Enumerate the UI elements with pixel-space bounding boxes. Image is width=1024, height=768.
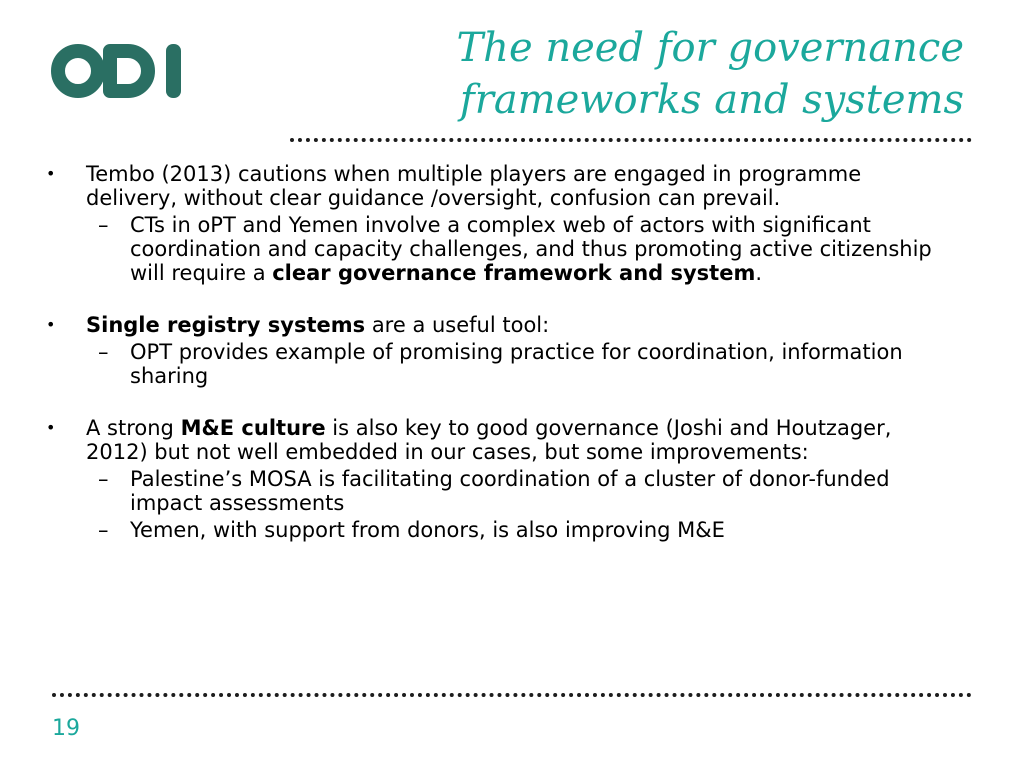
bottom-divider [52, 693, 972, 697]
bullet-1-sub-1 [42, 213, 942, 285]
bullet-3-bold: M&E culture [180, 416, 326, 440]
bullet-2-sub-1-text: OPT provides example of promising practice for coordination, information sharing [130, 340, 903, 388]
bullet-1-sub-1-bold: clear governance framework and system [272, 261, 756, 285]
slide-title [364, 22, 964, 126]
bullet-3-pre: A strong [86, 416, 181, 440]
title-line-1: The need for governance [456, 25, 964, 71]
bullet-1-sub-1-text: CTs in oPT and Yemen involve a complex web of actors with significant coordination and capacity challenges, and thus promoting active citizenship will require a [130, 213, 932, 285]
sub-marker: – [98, 213, 109, 237]
bullet-marker: • [46, 315, 56, 334]
bullet-3 [42, 416, 942, 464]
bullet-3-sub-1-text: Palestine’s MOSA is facilitating coordination of a cluster of donor-funded impact assessments [130, 467, 890, 515]
bullet-2-post: are a useful tool: [365, 313, 550, 337]
page-number: 19 [52, 716, 80, 741]
bullet-2-bold: Single registry systems [86, 313, 366, 337]
bullet-1 [42, 162, 942, 210]
bullet-3-sub-1 [42, 467, 942, 515]
title-line-2: frameworks and systems [459, 77, 964, 123]
bullet-3-post: is also key to good governance (Joshi and Houtzager, 2012) but not well embedded in our cases, but some improvements: [86, 416, 892, 464]
bullet-1-text: Tembo (2013) cautions when multiple players are engaged in programme delivery, without clear guidance /oversight, confusion can prevail. [86, 162, 862, 210]
sub-marker: – [98, 340, 109, 364]
bullet-3-sub-2 [42, 518, 942, 542]
bullet-marker: • [46, 164, 56, 183]
odi-logo [50, 40, 190, 102]
sub-marker: – [98, 518, 109, 542]
top-divider [290, 138, 972, 142]
bullet-3-sub-2-text: Yemen, with support from donors, is also improving M&E [130, 518, 725, 542]
bullet-2 [42, 313, 942, 337]
bullet-2-sub-1 [42, 340, 942, 388]
bullet-marker: • [46, 418, 56, 437]
bullet-1-sub-1-post: . [755, 261, 763, 285]
sub-marker: – [98, 467, 109, 491]
slide-body [42, 162, 942, 542]
